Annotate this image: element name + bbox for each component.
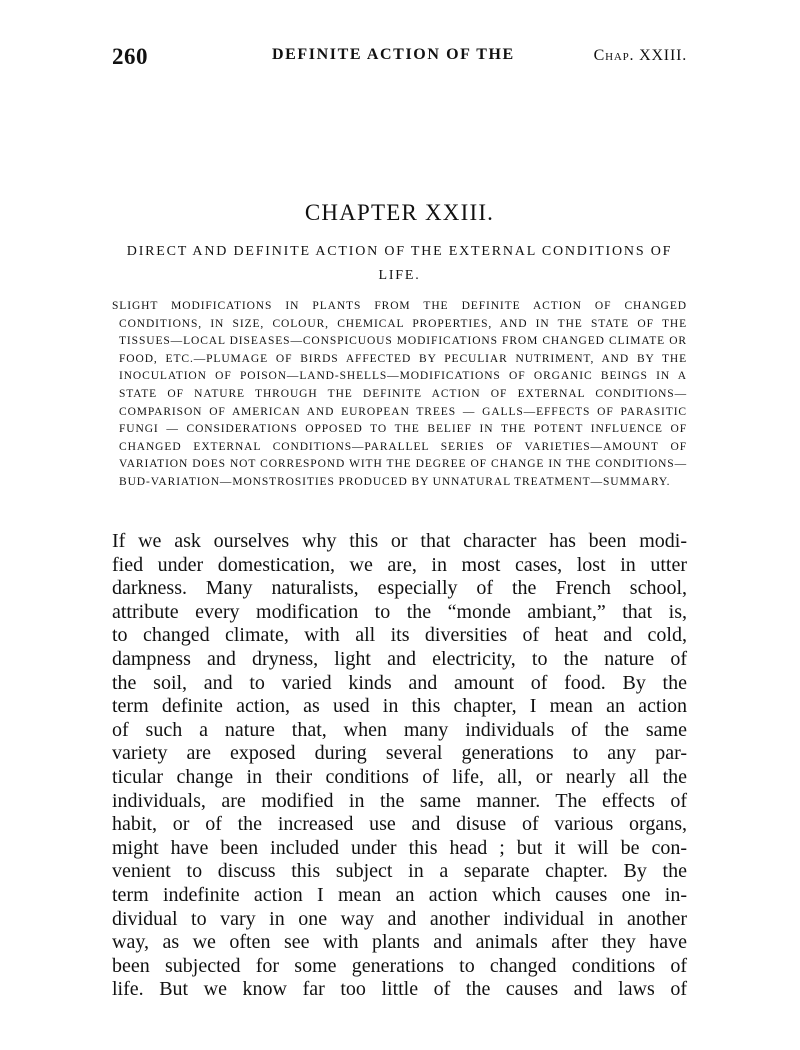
- body-paragraph: [112, 530, 687, 1002]
- running-head: [112, 42, 687, 72]
- body-line: to changed climate, with all its diversities of heat and cold,: [112, 624, 687, 647]
- chapter-reference: Chap. XXIII.: [593, 47, 687, 64]
- body-line: dampness and dryness, light and electricity, to the nature of: [112, 647, 687, 670]
- body-line: darkness. Many naturalists, especially of the French school,: [112, 577, 687, 600]
- body-line: the soil, and to varied kinds and amount of food. By the: [112, 671, 687, 694]
- body-line: life. But we know far too little of the causes and laws of: [112, 978, 687, 1001]
- body-line: individuals, are modified in the same manner. The effects of: [112, 789, 687, 812]
- body-line: might have been included under this head ; but it will be con-: [112, 836, 687, 859]
- body-line: ticular change in their conditions of life, all, or nearly all the: [112, 765, 687, 788]
- body-line: been subjected for some generations to changed conditions of: [112, 954, 687, 977]
- body-line: variety are exposed during several generations to any par-: [112, 742, 687, 765]
- chapter-synopsis: SLIGHT MODIFICATIONS IN PLANTS FROM THE DEFINITE ACTION OF CHANGED CONDITIONS, IN SIZE, COLOUR, CHEMICAL PROPERTIES, AND IN THE STATE OF THE TISSUES—LOCAL DISEASES—CONSPICUOUS MODIFICATIONS FROM CHANGED CLIMATE OR FOOD, ETC.—PLUMAGE OF BIRDS AFFECTED BY PECULIAR NUTRIMENT, AND BY THE INOCULATION OF POISON—LAND-SHELLS—MODIFICATIONS OF ORGANIC BEINGS IN A STATE OF NATURE THROUGH THE DEFINITE ACTION OF EXTERNAL CONDITIONS—COMPARISON OF AMERICAN AND EUROPEAN TREES — GALLS—EFFECTS OF PARASITIC FUNGI — CONSIDERATIONS OPPOSED TO THE BELIEF IN THE POTENT INFLUENCE OF CHANGED EXTERNAL CONDITIONS—PARALLEL SERIES OF VARIETIES—AMOUNT OF VARIATION DOES NOT CORRESPOND WITH THE DEGREE OF CHANGE IN THE CONDITIONS—BUD-VARIATION—MONSTROSITIES PRODUCED BY UNNATURAL TREATMENT—SUMMARY.: [112, 300, 687, 488]
- body-line: of such a nature that, when many individuals of the same: [112, 718, 687, 741]
- body-line: term definite action, as used in this chapter, I mean an action: [112, 695, 687, 718]
- page-number: 260: [112, 44, 148, 69]
- running-title: DEFINITE ACTION OF THE: [272, 46, 515, 63]
- body-line: If we ask ourselves why this or that character has been modi-: [112, 530, 687, 552]
- body-line: fied under domestication, we are, in most cases, lost in utter: [112, 553, 687, 576]
- body-line: venient to discuss this subject in a separate chapter. By the: [112, 860, 687, 883]
- body-line: dividual to vary in one way and another individual in another: [112, 907, 687, 930]
- chapter-title: CHAPTER XXIII.: [304, 200, 495, 225]
- chapter-subtitle: DIRECT AND DEFINITE ACTION OF THE EXTERNAL CONDITIONS OF LIFE.: [126, 244, 673, 283]
- body-line: way, as we often see with plants and animals after they have: [112, 931, 687, 954]
- body-line: term indefinite action I mean an action which causes one in-: [112, 883, 687, 906]
- body-line: attribute every modification to the “monde ambiant,” that is,: [112, 600, 687, 623]
- body-line: habit, or of the increased use and disuse of various organs,: [112, 813, 687, 836]
